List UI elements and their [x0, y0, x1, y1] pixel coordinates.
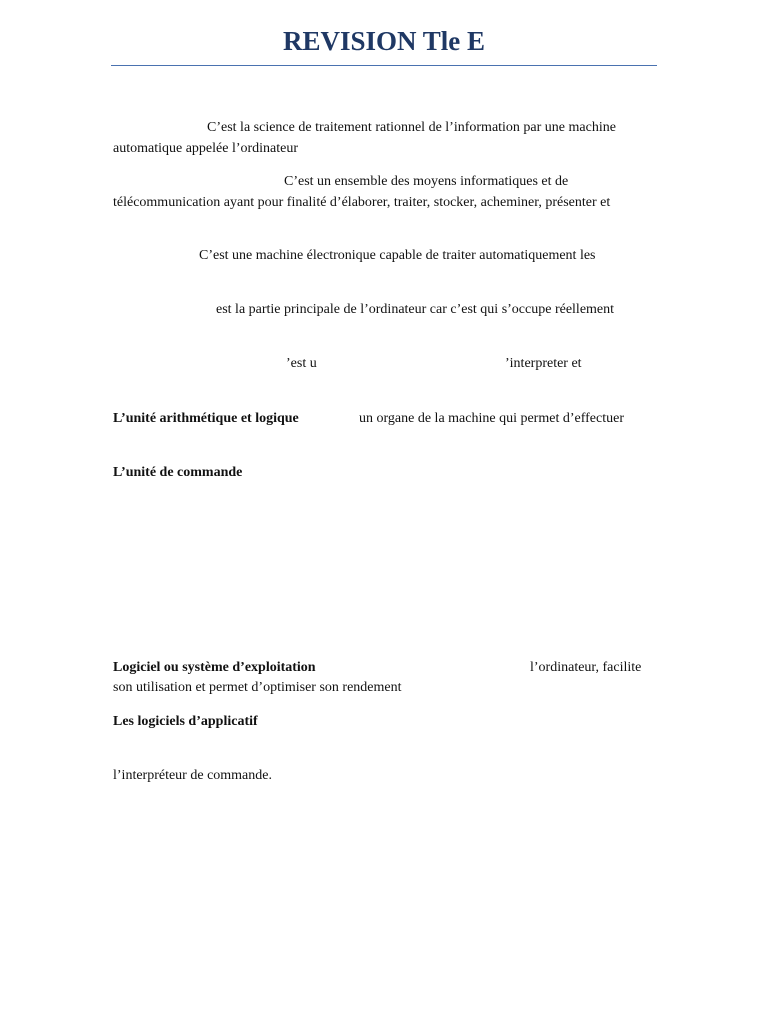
definition-systeme-exploitation-line-1: l’ordinateur, facilite [530, 660, 642, 675]
title-underline [111, 65, 657, 66]
definition-tic-line-2: télécommunication ayant pour finalité d’élaborer, traiter, stocker, acheminer, présenter et [113, 195, 611, 210]
fragment-text-right: ’interpreter et [505, 356, 582, 371]
interpreteur-commande-line: l’interpréteur de commande. [113, 768, 272, 783]
definition-processeur-line: est la partie principale de l’ordinateur car c’est qui s’occupe réellement [216, 302, 615, 317]
page-title: REVISION Tle E [282, 26, 486, 56]
term-unite-commande: L’unité de commande [113, 465, 243, 480]
term-ual: L’unité arithmétique et logique [113, 411, 299, 426]
definition-informatique-line-2: automatique appelée l’ordinateur [113, 141, 299, 156]
fragment-text-left: ’est u [286, 356, 317, 371]
definition-informatique-line-1: C’est la science de traitement rationnel de l’information par une machine [207, 120, 616, 135]
term-logiciels-applicatif: Les logiciels d’applicatif [113, 714, 258, 729]
definition-ordinateur-line: C’est une machine électronique capable de traiter automatiquement les [199, 248, 596, 263]
definition-ual: un organe de la machine qui permet d’effectuer [359, 411, 624, 426]
definition-systeme-exploitation-line-2: son utilisation et permet d’optimiser son rendement [113, 680, 402, 695]
definition-tic-line-1: C’est un ensemble des moyens informatiques et de [284, 174, 569, 189]
term-systeme-exploitation: Logiciel ou système d’exploitation [113, 660, 316, 675]
